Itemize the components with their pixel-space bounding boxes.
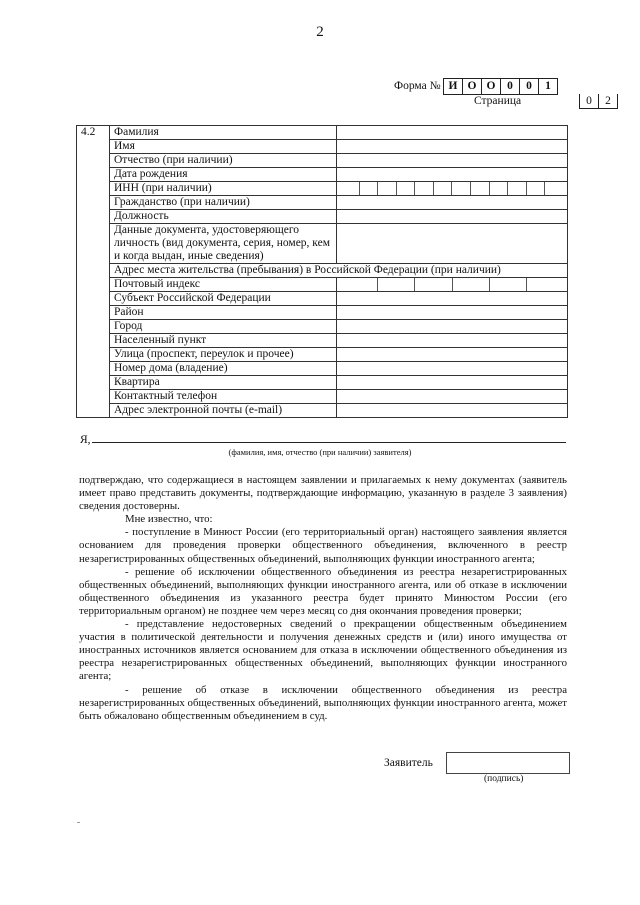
field-value[interactable] [337,404,568,418]
field-label: Район [110,306,337,320]
declaration-paragraph: подтверждаю, что содержащиеся в настоящем заявлении и прилагаемых к нему документах (заявитель имеет право представить документы, подтверждающие информацию, указанную в разделе 3 заявления) сведения достоверны. [79,474,567,513]
digit-cell[interactable] [453,278,490,291]
field-label: Дата рождения [110,168,337,182]
table-row [77,126,568,140]
form-code-cell: И [443,78,462,95]
table-row [77,278,568,292]
field-label: Почтовый индекс [110,278,337,292]
digit-cell[interactable] [471,182,490,195]
digit-cell[interactable] [527,182,546,195]
table-row [77,140,568,154]
field-value[interactable] [337,348,568,362]
signature-label: Заявитель [384,757,433,769]
form-code-cells [443,78,558,95]
table-row [77,390,568,404]
digit-cell[interactable] [434,182,453,195]
field-label: Город [110,320,337,334]
field-label: Фамилия [110,126,337,140]
field-label: Имя [110,140,337,154]
signature-caption: (подпись) [484,774,524,784]
page-digit-cell: 0 [579,94,598,109]
field-label: Номер дома (владение) [110,362,337,376]
digit-cell[interactable] [415,182,434,195]
digit-cell[interactable] [490,278,527,291]
field-label: Населенный пункт [110,334,337,348]
digit-cell[interactable] [360,182,379,195]
field-value[interactable] [337,210,568,224]
field-label: Должность [110,210,337,224]
table-row [77,404,568,418]
digit-cell[interactable] [415,278,452,291]
field-label: Контактный телефон [110,390,337,404]
field-value[interactable] [337,224,568,264]
page-digit-cell: 2 [598,94,618,109]
table-row [77,168,568,182]
table-row [77,224,568,264]
field-value[interactable] [337,376,568,390]
table-row [77,196,568,210]
digit-cell[interactable] [378,278,415,291]
form-code-cell: О [462,78,481,95]
field-label: Данные документа, удостоверяющего личность (вид документа, серия, номер, кем и когда выдан, иные сведения) [110,224,337,264]
declaration-paragraph: - решение об отказе в исключении общественного объединения из реестра незарегистрированных общественных объединений, выполняющих функции иностранного агента, может быть обжаловано общественным объединением в суд. [79,683,567,722]
table-row [77,320,568,334]
declaration-text [79,474,567,723]
declaration-paragraph: Мне известно, что: [125,513,213,526]
table-row [77,182,568,196]
applicant-prefix: Я, [80,434,91,446]
section-number: 4.2 [77,126,110,418]
declaration-paragraph: - поступление в Минюст России (его территориальный орган) настоящего заявления является основанием для проведения проверки общественного объединения, включенного в реестр незарегистрированных общественных объединений, выполняющих функции иностранного агента; [79,526,567,565]
digit-cell[interactable] [452,182,471,195]
field-value[interactable] [337,390,568,404]
form-code-cell: О [481,78,500,95]
field-value[interactable] [337,154,568,168]
field-label: Квартира [110,376,337,390]
applicant-name-caption: (фамилия, имя, отчество (при наличии) заявителя) [228,447,412,457]
form-code-cell: 0 [500,78,519,95]
field-value[interactable] [337,278,568,292]
declaration-paragraph: - решение об исключении общественного объединения из реестра незарегистрированных общественных объединений, выполняющих функции иностранного агента, или об отказе в исключении общественного объединения из указанного реестра будет принято Минюстом России (его территориальным органом) не позднее чем через месяц со дня окончания проведения проверки; [79,565,567,617]
table-row [77,292,568,306]
digit-cell[interactable] [341,182,360,195]
digit-cell[interactable] [397,182,416,195]
field-value[interactable] [337,292,568,306]
digit-cell[interactable] [378,182,397,195]
field-value[interactable] [337,182,568,196]
table-row [77,210,568,224]
table-row [77,348,568,362]
scan-artifact [77,822,80,823]
table-row [77,154,568,168]
page-label: Страница [474,95,522,107]
field-label: ИНН (при наличии) [110,182,337,196]
field-value[interactable] [337,168,568,182]
page-digit-cells [579,94,618,109]
digit-cell[interactable] [341,278,378,291]
digit-cell[interactable] [508,182,527,195]
page-number: 2 [316,24,324,40]
field-value[interactable] [337,306,568,320]
table-row [77,334,568,348]
field-value[interactable] [337,126,568,140]
declaration-paragraph: - представление недостоверных сведений о прекращении общественным объединением участия в политической деятельности и получения денежных средств и (или) иного имущества от иностранных источников является основанием для отказа в исключении общественного объединения из реестра незарегистрированных общественных объединений, выполняющих функции иностранного агента; [79,618,567,683]
form-code-cell: 1 [538,78,558,95]
field-label: Адрес электронной почты (e-mail) [110,404,337,418]
field-label: Отчество (при наличии) [110,154,337,168]
field-value[interactable] [337,196,568,210]
field-value[interactable] [337,334,568,348]
field-label: Субъект Российской Федерации [110,292,337,306]
digit-cells[interactable] [341,278,563,291]
form-code-cell: 0 [519,78,538,95]
field-value[interactable] [337,320,568,334]
table-row [77,362,568,376]
section-4-2-table [76,125,568,418]
applicant-name-field[interactable] [92,442,566,443]
signature-field[interactable] [446,752,570,774]
digit-cells[interactable] [341,182,563,195]
digit-cell[interactable] [490,182,509,195]
field-label: Адрес места жительства (пребывания) в Российской Федерации (при наличии) [110,264,568,278]
table-row [77,264,568,278]
field-value[interactable] [337,362,568,376]
digit-cell[interactable] [545,182,563,195]
field-label: Улица (проспект, переулок и прочее) [110,348,337,362]
form-number-label: Форма № [394,80,441,92]
table-row [77,306,568,320]
digit-cell[interactable] [527,278,563,291]
field-label: Гражданство (при наличии) [110,196,337,210]
table-row [77,376,568,390]
field-value[interactable] [337,140,568,154]
